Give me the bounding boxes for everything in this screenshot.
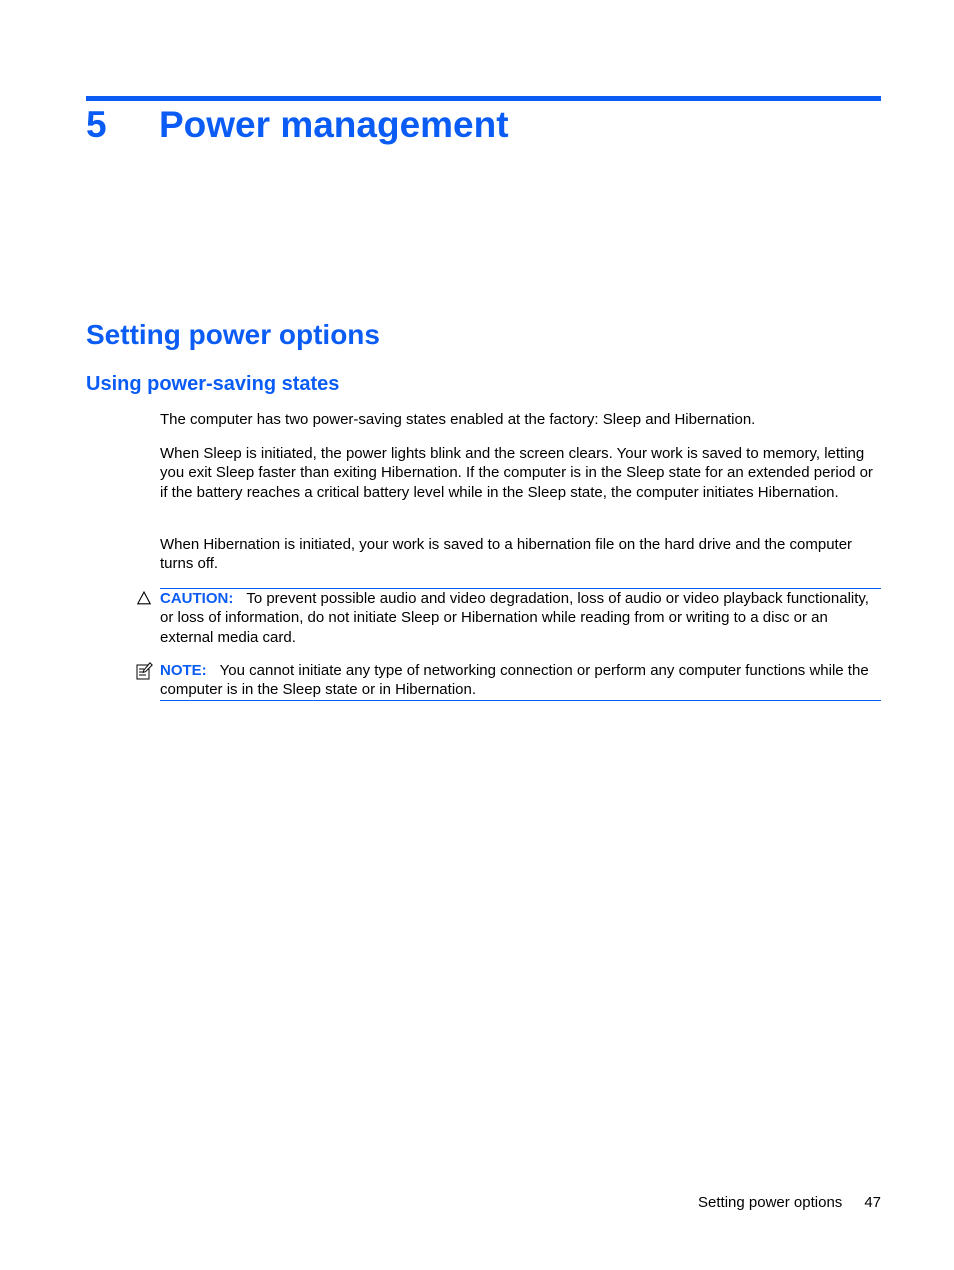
chapter-heading [86,103,509,147]
note-bottom-rule [160,700,881,701]
note-text: You cannot initiate any type of networking connection or perform any computer functions while the computer is in the Sleep state or in Hibernation. [160,662,869,699]
page-footer [698,1193,881,1212]
caution-label: CAUTION: [160,590,234,607]
footer-section-name: Setting power options [698,1194,843,1211]
paragraph-sleep: When Sleep is initiated, the power lights blink and the screen clears. Your work is saved to memory, letting you exit Sleep faster than exiting Hibernation. If the computer is in the Sleep state for an extended period or if the battery reaches a critical battery level while in the Sleep state, the computer initiates Hibernation. [160,445,873,501]
paragraph-intro: The computer has two power-saving states enabled at the factory: Sleep and Hibernation. [160,411,756,428]
paragraph-hibernation: When Hibernation is initiated, your work is saved to a hibernation file on the hard drive and the computer turns off. [160,536,853,573]
caution-text: To prevent possible audio and video degradation, loss of audio or video playback functionality, or loss of information, do not initiate Sleep or Hibernation while reading from or writing to a disc or an external media card. [160,590,869,646]
note-label: NOTE: [160,662,207,679]
section-title: Setting power options [86,319,380,350]
note-block [160,661,882,700]
chapter-number: 5 [86,104,107,145]
chapter-rule [86,96,881,101]
caution-triangle-icon [137,591,151,605]
subsection-title: Using power-saving states [86,373,340,395]
chapter-title: Power management [159,104,509,145]
caution-block [160,589,882,647]
footer-page-number: 47 [864,1194,881,1211]
note-pencil-icon [136,662,153,680]
